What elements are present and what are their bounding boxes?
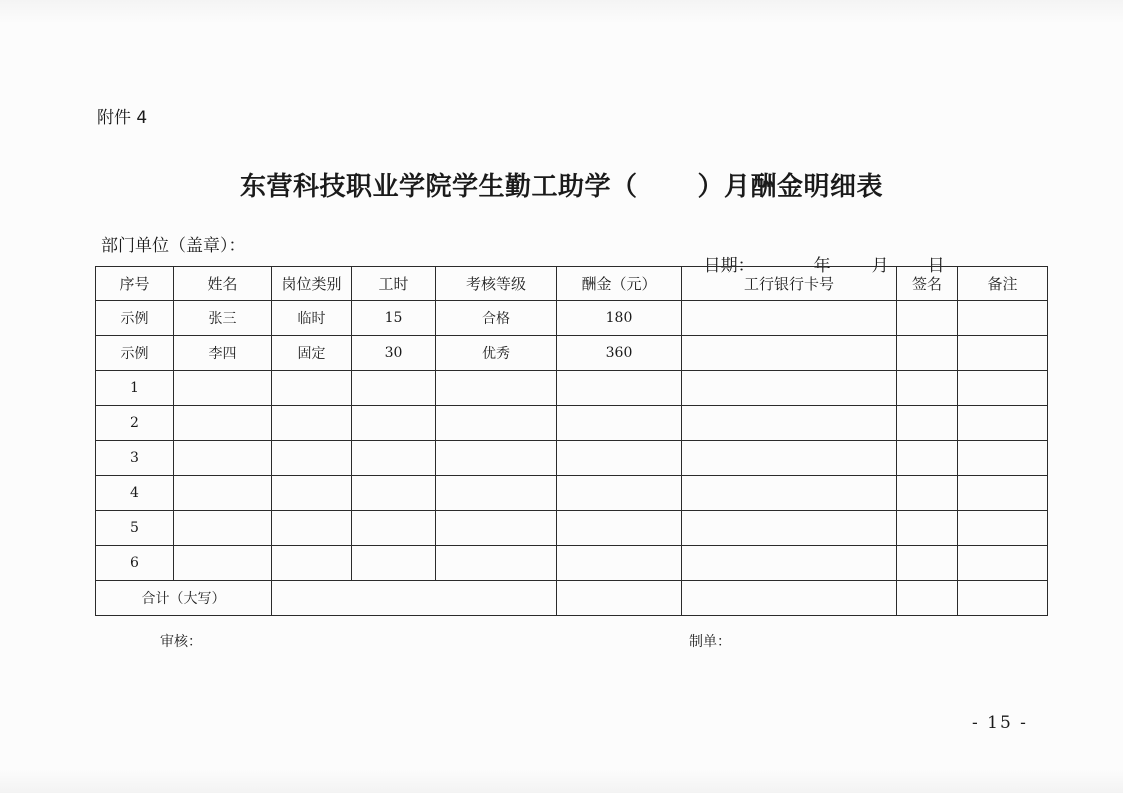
header-cell: 工行银行卡号	[682, 267, 897, 301]
name-cell	[174, 371, 272, 406]
position-type-cell	[272, 476, 352, 511]
position-type-cell	[272, 511, 352, 546]
table-body	[96, 301, 1048, 581]
seq-cell: 示例	[96, 336, 174, 371]
pay-cell: 360	[557, 336, 682, 371]
seq-cell: 6	[96, 546, 174, 581]
document-title	[0, 166, 1123, 203]
bank-card-cell	[682, 371, 897, 406]
grade-cell: 合格	[436, 301, 557, 336]
header-cell: 工时	[352, 267, 436, 301]
seq-cell: 5	[96, 511, 174, 546]
total-remark-cell	[958, 581, 1048, 616]
prepared-by-label: 制单：	[689, 634, 731, 650]
total-label: 合计（大写）	[96, 581, 272, 616]
total-row	[96, 581, 1048, 616]
header-cell: 岗位类别	[272, 267, 352, 301]
remark-cell	[958, 511, 1048, 546]
date-day: 日	[927, 256, 945, 276]
name-cell: 李四	[174, 336, 272, 371]
bank-card-cell	[682, 476, 897, 511]
grade-cell	[436, 406, 557, 441]
seq-cell: 1	[96, 371, 174, 406]
attachment-label: 附件 4	[97, 108, 148, 128]
total-card-cell	[682, 581, 897, 616]
pay-cell: 180	[557, 301, 682, 336]
grade-cell	[436, 371, 557, 406]
hours-cell	[352, 476, 436, 511]
table-row	[96, 511, 1048, 546]
hours-cell	[352, 441, 436, 476]
remark-cell	[958, 371, 1048, 406]
remark-cell	[958, 301, 1048, 336]
salary-table	[95, 266, 1048, 616]
total-amount	[557, 581, 682, 616]
page-number: - 15 -	[972, 713, 1028, 733]
table-row	[96, 406, 1048, 441]
signature-cell	[897, 301, 958, 336]
remark-cell	[958, 546, 1048, 581]
grade-cell	[436, 546, 557, 581]
grade-cell	[436, 441, 557, 476]
table-row	[96, 441, 1048, 476]
table-row	[96, 371, 1048, 406]
pay-cell	[557, 476, 682, 511]
signature-cell	[897, 511, 958, 546]
signature-cell	[897, 441, 958, 476]
department-label: 部门单位（盖章）：	[101, 236, 246, 256]
pay-cell	[557, 406, 682, 441]
bank-card-cell	[682, 406, 897, 441]
pay-cell	[557, 371, 682, 406]
title-suffix: ）月酬金明细表	[697, 172, 884, 202]
remark-cell	[958, 476, 1048, 511]
table-header-row	[96, 267, 1048, 301]
pay-cell	[557, 441, 682, 476]
position-type-cell	[272, 441, 352, 476]
hours-cell: 15	[352, 301, 436, 336]
bank-card-cell	[682, 441, 897, 476]
position-type-cell: 临时	[272, 301, 352, 336]
hours-cell: 30	[352, 336, 436, 371]
date-year: 年	[813, 256, 831, 276]
title-prefix: 东营科技职业学院学生勤工助学（	[239, 172, 638, 202]
header-cell: 签名	[897, 267, 958, 301]
position-type-cell	[272, 371, 352, 406]
seq-cell: 2	[96, 406, 174, 441]
grade-cell: 优秀	[436, 336, 557, 371]
signature-cell	[897, 476, 958, 511]
position-type-cell	[272, 406, 352, 441]
signature-cell	[897, 371, 958, 406]
seq-cell: 3	[96, 441, 174, 476]
name-cell	[174, 511, 272, 546]
date-label: 日期：	[703, 256, 755, 276]
seq-cell: 4	[96, 476, 174, 511]
table-row	[96, 301, 1048, 336]
date-month: 月	[871, 256, 889, 276]
signature-cell	[897, 546, 958, 581]
grade-cell	[436, 476, 557, 511]
grade-cell	[436, 511, 557, 546]
table-row	[96, 336, 1048, 371]
header-cell: 酬金（元）	[557, 267, 682, 301]
total-amount-words	[272, 581, 557, 616]
table-row	[96, 546, 1048, 581]
name-cell: 张三	[174, 301, 272, 336]
header-cell: 序号	[96, 267, 174, 301]
hours-cell	[352, 546, 436, 581]
header-cell: 姓名	[174, 267, 272, 301]
table-row	[96, 476, 1048, 511]
remark-cell	[958, 336, 1048, 371]
signature-cell	[897, 336, 958, 371]
signature-cell	[897, 406, 958, 441]
bank-card-cell	[682, 336, 897, 371]
remark-cell	[958, 406, 1048, 441]
hours-cell	[352, 406, 436, 441]
name-cell	[174, 441, 272, 476]
bank-card-cell	[682, 546, 897, 581]
name-cell	[174, 546, 272, 581]
hours-cell	[352, 511, 436, 546]
seq-cell: 示例	[96, 301, 174, 336]
review-label: 审核：	[160, 634, 202, 650]
hours-cell	[352, 371, 436, 406]
header-cell: 考核等级	[436, 267, 557, 301]
pay-cell	[557, 511, 682, 546]
position-type-cell	[272, 546, 352, 581]
bank-card-cell	[682, 511, 897, 546]
bank-card-cell	[682, 301, 897, 336]
remark-cell	[958, 441, 1048, 476]
name-cell	[174, 406, 272, 441]
position-type-cell: 固定	[272, 336, 352, 371]
header-cell: 备注	[958, 267, 1048, 301]
pay-cell	[557, 546, 682, 581]
total-signature-cell	[897, 581, 958, 616]
name-cell	[174, 476, 272, 511]
